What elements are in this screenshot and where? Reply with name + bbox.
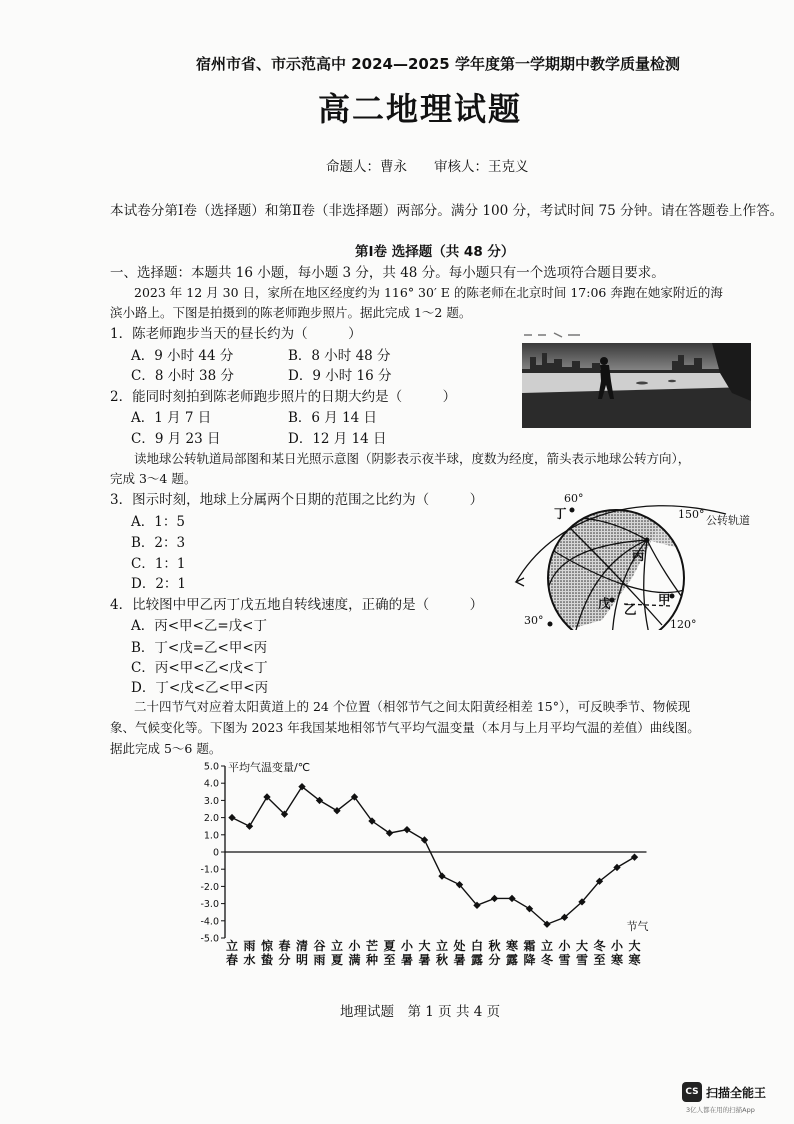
globe-orbit-label: 公转轨道 — [706, 514, 750, 527]
y-tick-label: 5.0 — [203, 761, 219, 773]
data-point — [421, 836, 428, 843]
y-tick-label: -5.0 — [200, 933, 219, 945]
x-tick-label: 春分 — [278, 939, 291, 967]
globe-point-wu: 戊 — [598, 596, 611, 611]
y-tick-label: -2.0 — [200, 881, 219, 893]
data-point — [631, 853, 638, 860]
school-line: 宿州市省、市示范高中 2024—2025 学年度第一学期期中教学质量检测 — [196, 55, 680, 73]
data-point — [228, 814, 235, 821]
section-heading: 第Ⅰ卷 选择题（共 48 分） — [355, 244, 515, 260]
y-tick-label: -1.0 — [200, 864, 219, 876]
x-tick-label: 惊蛰 — [260, 939, 274, 967]
scanner-watermark — [682, 1078, 792, 1116]
y-tick-label: 1.0 — [203, 830, 219, 842]
temperature-chart — [195, 756, 675, 976]
x-tick-label: 秋分 — [488, 939, 501, 967]
globe-label-30: 30° — [524, 614, 544, 627]
q2-stem: 2．能同时刻拍到陈老师跑步照片的日期大约是（ ） — [110, 389, 457, 405]
x-axis-label: 节气 — [626, 920, 649, 933]
globe-label-60: 60° — [564, 492, 584, 505]
series-line — [232, 787, 635, 925]
x-tick-label: 小寒 — [610, 939, 624, 967]
x-tick-label: 谷雨 — [313, 939, 326, 967]
x-tick-label: 处暑 — [453, 939, 466, 967]
x-tick-label: 大暑 — [418, 939, 431, 967]
x-tick-label: 小雪 — [558, 939, 571, 967]
y-tick-label: -3.0 — [200, 899, 219, 911]
q2-option-c: C．9 月 23 日 — [131, 431, 221, 447]
passage3-line3: 据此完成 5～6 题。 — [110, 741, 222, 756]
x-tick-label: 寒露 — [505, 939, 519, 967]
page-title: 高二地理试题 — [318, 90, 523, 128]
passage1-line1: 2023 年 12 月 30 日，家所在地区经度约为 116° 30′ E 的陈老师在北京时间 17:06 奔跑在她家附近的海 — [134, 285, 723, 300]
cs-badge — [682, 1082, 702, 1102]
q3-option-a: A．1：5 — [131, 514, 185, 530]
authors-line: 命题人：曹永 审核人：王克义 — [326, 159, 529, 175]
passage2-line2: 完成 3～4 题。 — [110, 471, 197, 486]
scanner-sub: 3亿人都在用的扫描App — [686, 1106, 755, 1114]
passage3-line2: 象、气候变化等。下图为 2023 年我国某地相邻节气平均气温变量（本月与上月平均气温的差值）曲线图。 — [110, 720, 700, 735]
q3-option-d: D．2：1 — [131, 576, 187, 592]
q2-option-b: B．6 月 14 日 — [288, 410, 378, 426]
q2-option-a: A．1 月 7 日 — [131, 410, 212, 426]
q3-stem: 3．图示时刻，地球上分属两个日期的范围之比约为（ ） — [110, 492, 484, 508]
q3-option-b: B．2：3 — [131, 535, 186, 551]
section-intro: 一、选择题：本题共 16 小题，每小题 3 分，共 48 分。每小题只有一个选项符合题目要求。 — [110, 265, 665, 281]
y-axis-label: 平均气温变量/℃ — [228, 761, 311, 774]
globe-point-bing: 丙 — [632, 548, 645, 563]
q2-option-d: D．12 月 14 日 — [288, 431, 387, 447]
x-tick-label: 大雪 — [575, 939, 589, 967]
data-point — [508, 895, 515, 902]
cs-badge-text: CS — [685, 1087, 699, 1097]
globe-diagram — [512, 490, 772, 630]
passage3-line1: 二十四节气对应着太阳黄道上的 24 个位置（相邻节气之间太阳黄经相差 15°），可反映季节、物候现 — [134, 699, 691, 714]
data-point — [246, 823, 253, 830]
x-tick-label: 立夏 — [330, 939, 344, 967]
data-point — [491, 895, 498, 902]
q3-option-c: C．1：1 — [131, 556, 186, 572]
globe-point-jia: 甲 — [658, 592, 671, 607]
data-point — [403, 826, 410, 833]
y-tick-label: 4.0 — [203, 778, 219, 790]
x-tick-label: 立秋 — [435, 939, 449, 967]
q4-option-d: D．丁<戊<乙<甲<丙 — [131, 680, 269, 696]
globe-point-ding: 丁 — [554, 506, 567, 521]
globe-label-150: 150° — [678, 508, 705, 521]
x-tick-label: 雨水 — [243, 939, 256, 967]
x-tick-label: 霜降 — [523, 939, 536, 967]
globe-point-yi: 乙 — [624, 602, 637, 617]
x-tick-label: 清明 — [295, 939, 309, 967]
page-footer: 地理试题 第 1 页 共 4 页 — [340, 1004, 501, 1020]
y-tick-label: 2.0 — [203, 813, 219, 825]
x-tick-label: 小暑 — [400, 939, 414, 967]
q1-option-a: A．9 小时 44 分 — [131, 348, 234, 364]
q1-option-d: D．9 小时 16 分 — [288, 368, 392, 384]
photo-caption-marks — [522, 325, 592, 335]
q1-stem: 1．陈老师跑步当天的昼长约为（ ） — [110, 326, 362, 342]
chart-svg — [195, 756, 675, 976]
passage1-line2: 滨小路上。下图是拍摄到的陈老师跑步照片。据此完成 1～2 题。 — [110, 305, 472, 320]
q1-option-b: B．8 小时 48 分 — [288, 348, 391, 364]
x-tick-label: 白露 — [470, 939, 484, 967]
q1-option-c: C．8 小时 38 分 — [131, 368, 234, 384]
data-point — [438, 872, 445, 879]
y-tick-label: 0 — [212, 847, 219, 859]
scanner-name: 扫描全能王 — [706, 1086, 767, 1100]
x-tick-label: 冬至 — [593, 939, 606, 967]
q4-option-c: C．丙<甲<乙<戊<丁 — [131, 660, 268, 676]
y-tick-label: 3.0 — [203, 795, 219, 807]
x-tick-label: 小满 — [348, 939, 361, 967]
x-tick-label: 立冬 — [540, 939, 554, 967]
y-tick-label: -4.0 — [200, 916, 219, 928]
passage2-line1: 读地球公转轨道局部图和某日光照示意图（阴影表示夜半球，度数为经度，箭头表示地球公转方向）， — [134, 451, 691, 466]
instructions: 本试卷分第Ⅰ卷（选择题）和第Ⅱ卷（非选择题）两部分。满分 100 分，考试时间 75 分钟。请在答题卷上作答。 — [110, 203, 784, 219]
x-tick-label: 夏至 — [383, 939, 396, 967]
q4-stem: 4．比较图中甲乙丙丁戊五地自转线速度，正确的是（ ） — [110, 597, 484, 613]
x-tick-label: 立春 — [225, 939, 239, 967]
x-tick-label: 大寒 — [628, 939, 641, 967]
x-tick-label: 芒种 — [365, 939, 379, 967]
q4-option-a: A．丙<甲<乙=戊<丁 — [131, 618, 267, 634]
q4-option-b: B．丁<戊=乙<甲<丙 — [131, 640, 268, 656]
running-photo — [522, 343, 751, 428]
globe-label-120: 120° — [670, 618, 697, 631]
